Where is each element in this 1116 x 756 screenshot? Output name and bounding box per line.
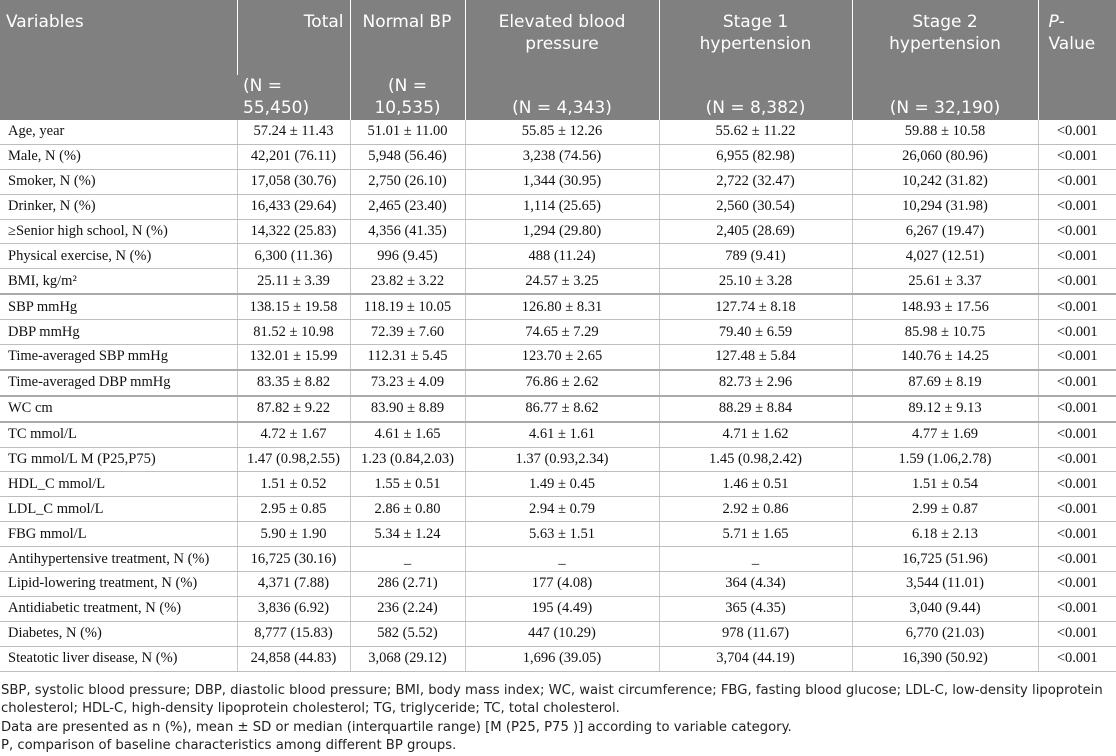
cell-elevated: 5.63 ± 1.51: [465, 522, 659, 547]
cell-stage1: 789 (9.41): [659, 244, 852, 269]
cell-label: BMI, kg/m²: [0, 269, 237, 294]
table-row: [0, 497, 1116, 522]
cell-stage2: 59.88 ± 10.58: [852, 120, 1038, 144]
table-row: [0, 447, 1116, 472]
cell-stage1: 88.29 ± 8.84: [659, 396, 852, 422]
cell-p: <0.001: [1038, 447, 1116, 472]
cell-normal: 112.31 ± 5.45: [350, 345, 465, 370]
cell-stage2: 16,725 (51.96): [852, 547, 1038, 572]
cell-stage2: 6,770 (21.03): [852, 621, 1038, 646]
header-variables: Variables: [0, 0, 237, 120]
cell-normal: 582 (5.52): [350, 621, 465, 646]
cell-normal: 4,356 (41.35): [350, 219, 465, 244]
cell-stage2: 1.51 ± 0.54: [852, 472, 1038, 497]
cell-normal: 5.34 ± 1.24: [350, 522, 465, 547]
cell-normal: 51.01 ± 11.00: [350, 120, 465, 144]
cell-stage2: 87.69 ± 8.19: [852, 370, 1038, 396]
cell-elevated: 4.61 ± 1.61: [465, 422, 659, 447]
cell-total: 8,777 (15.83): [237, 621, 350, 646]
cell-stage1: 127.48 ± 5.84: [659, 345, 852, 370]
cell-normal: 2,465 (23.40): [350, 194, 465, 219]
table-row: [0, 370, 1116, 396]
table-row: [0, 572, 1116, 597]
cell-label: Antihypertensive treatment, N (%): [0, 547, 237, 572]
table-row: [0, 345, 1116, 370]
cell-stage2: 2.99 ± 0.87: [852, 497, 1038, 522]
p-italic: P: [1048, 12, 1059, 32]
table-row: [0, 144, 1116, 169]
cell-stage2: 6.18 ± 2.13: [852, 522, 1038, 547]
cell-label: FBG mmol/L: [0, 522, 237, 547]
cell-label: Male, N (%): [0, 144, 237, 169]
header-p-value: P-Value: [1038, 0, 1116, 120]
cell-p: <0.001: [1038, 269, 1116, 294]
header-n-elevated: (N = 4,343): [465, 75, 659, 120]
cell-normal: 4.61 ± 1.65: [350, 422, 465, 447]
header-n-stage2: (N = 32,190): [852, 75, 1038, 120]
table-row: [0, 422, 1116, 447]
cell-stage1: 1.45 (0.98,2.42): [659, 447, 852, 472]
cell-elevated: 123.70 ± 2.65: [465, 345, 659, 370]
cell-total: 24,858 (44.83): [237, 646, 350, 671]
cell-normal: 118.19 ± 10.05: [350, 294, 465, 319]
cell-label: LDL_C mmol/L: [0, 497, 237, 522]
cell-stage1: 4.71 ± 1.62: [659, 422, 852, 447]
footnote-abbreviations: SBP, systolic blood pressure; DBP, diastolic blood pressure; BMI, body mass index; WC, waist circumference; FBG, fasting blood glucose; LDL-C, low-density lipoprotein cholesterol; HDL-C, high-density lipoprotein cholesterol; TG, triglyceride; TC, total cholesterol.: [1, 682, 1103, 717]
header-stage2: Stage 2 hypertension: [852, 0, 1038, 75]
cell-normal: 2,750 (26.10): [350, 169, 465, 194]
cell-stage2: 4.77 ± 1.69: [852, 422, 1038, 447]
cell-normal: 5,948 (56.46): [350, 144, 465, 169]
table-row: [0, 621, 1116, 646]
cell-p: <0.001: [1038, 596, 1116, 621]
table-row: [0, 219, 1116, 244]
cell-stage1: 2,405 (28.69): [659, 219, 852, 244]
cell-label: Lipid-lowering treatment, N (%): [0, 572, 237, 597]
cell-p: <0.001: [1038, 244, 1116, 269]
cell-stage2: 4,027 (12.51): [852, 244, 1038, 269]
cell-p: <0.001: [1038, 522, 1116, 547]
cell-elevated: 55.85 ± 12.26: [465, 120, 659, 144]
cell-elevated: 126.80 ± 8.31: [465, 294, 659, 319]
table-row: [0, 269, 1116, 294]
cell-label: Diabetes, N (%): [0, 621, 237, 646]
cell-stage1: 55.62 ± 11.22: [659, 120, 852, 144]
cell-stage1: 978 (11.67): [659, 621, 852, 646]
cell-p: <0.001: [1038, 320, 1116, 345]
cell-label: ≥Senior high school, N (%): [0, 219, 237, 244]
cell-stage2: 148.93 ± 17.56: [852, 294, 1038, 319]
cell-p: <0.001: [1038, 194, 1116, 219]
cell-normal: 72.39 ± 7.60: [350, 320, 465, 345]
cell-stage1: 127.74 ± 8.18: [659, 294, 852, 319]
cell-stage1: 79.40 ± 6.59: [659, 320, 852, 345]
table-row: [0, 320, 1116, 345]
cell-stage2: 85.98 ± 10.75: [852, 320, 1038, 345]
cell-stage2: 3,040 (9.44): [852, 596, 1038, 621]
cell-stage1: _: [659, 547, 852, 572]
table-row: [0, 294, 1116, 319]
cell-p: <0.001: [1038, 120, 1116, 144]
cell-p: <0.001: [1038, 294, 1116, 319]
cell-total: 138.15 ± 19.58: [237, 294, 350, 319]
cell-normal: 73.23 ± 4.09: [350, 370, 465, 396]
header-total: Total: [237, 0, 350, 75]
cell-stage1: 2.92 ± 0.86: [659, 497, 852, 522]
cell-label: TC mmol/L: [0, 422, 237, 447]
cell-elevated: 86.77 ± 8.62: [465, 396, 659, 422]
cell-normal: 2.86 ± 0.80: [350, 497, 465, 522]
cell-normal: 83.90 ± 8.89: [350, 396, 465, 422]
cell-label: Steatotic liver disease, N (%): [0, 646, 237, 671]
cell-normal: 23.82 ± 3.22: [350, 269, 465, 294]
cell-p: <0.001: [1038, 422, 1116, 447]
header-n-normal: (N = 10,535): [350, 75, 465, 120]
header-normal-bp: Normal BP: [350, 0, 465, 75]
cell-total: 87.82 ± 9.22: [237, 396, 350, 422]
cell-total: 5.90 ± 1.90: [237, 522, 350, 547]
cell-total: 1.51 ± 0.52: [237, 472, 350, 497]
cell-label: Antidiabetic treatment, N (%): [0, 596, 237, 621]
cell-elevated: 1,344 (30.95): [465, 169, 659, 194]
cell-p: <0.001: [1038, 646, 1116, 671]
cell-elevated: 1,294 (29.80): [465, 219, 659, 244]
header-elevated: Elevated blood pressure: [465, 0, 659, 75]
cell-label: Age, year: [0, 120, 237, 144]
table-row: [0, 596, 1116, 621]
cell-normal: 1.23 (0.84,2.03): [350, 447, 465, 472]
cell-elevated: 74.65 ± 7.29: [465, 320, 659, 345]
cell-p: <0.001: [1038, 396, 1116, 422]
cell-elevated: 195 (4.49): [465, 596, 659, 621]
cell-normal: 286 (2.71): [350, 572, 465, 597]
cell-elevated: 488 (11.24): [465, 244, 659, 269]
cell-label: DBP mmHg: [0, 320, 237, 345]
cell-total: 81.52 ± 10.98: [237, 320, 350, 345]
cell-stage1: 3,704 (44.19): [659, 646, 852, 671]
cell-stage2: 6,267 (19.47): [852, 219, 1038, 244]
cell-elevated: 1.37 (0.93,2.34): [465, 447, 659, 472]
cell-normal: 996 (9.45): [350, 244, 465, 269]
cell-stage2: 140.76 ± 14.25: [852, 345, 1038, 370]
header-row: [0, 0, 1116, 75]
cell-label: Time-averaged SBP mmHg: [0, 345, 237, 370]
table-row: [0, 547, 1116, 572]
cell-stage1: 365 (4.35): [659, 596, 852, 621]
cell-label: SBP mmHg: [0, 294, 237, 319]
cell-p: <0.001: [1038, 219, 1116, 244]
table-row: [0, 244, 1116, 269]
cell-stage2: 89.12 ± 9.13: [852, 396, 1038, 422]
cell-stage2: 10,242 (31.82): [852, 169, 1038, 194]
cell-p: <0.001: [1038, 547, 1116, 572]
header-n-stage1: (N = 8,382): [659, 75, 852, 120]
cell-p: <0.001: [1038, 497, 1116, 522]
cell-total: 83.35 ± 8.82: [237, 370, 350, 396]
table-row: [0, 169, 1116, 194]
cell-p: <0.001: [1038, 144, 1116, 169]
cell-total: 16,433 (29.64): [237, 194, 350, 219]
table-row: [0, 396, 1116, 422]
cell-elevated: _: [465, 547, 659, 572]
cell-total: 17,058 (30.76): [237, 169, 350, 194]
cell-stage1: 82.73 ± 2.96: [659, 370, 852, 396]
cell-stage2: 25.61 ± 3.37: [852, 269, 1038, 294]
cell-p: <0.001: [1038, 169, 1116, 194]
cell-stage2: 16,390 (50.92): [852, 646, 1038, 671]
cell-stage1: 5.71 ± 1.65: [659, 522, 852, 547]
cell-total: 132.01 ± 15.99: [237, 345, 350, 370]
cell-p: <0.001: [1038, 472, 1116, 497]
cell-label: HDL_C mmol/L: [0, 472, 237, 497]
cell-label: Smoker, N (%): [0, 169, 237, 194]
cell-label: TG mmol/L M (P25,P75): [0, 447, 237, 472]
table-body: [0, 120, 1116, 671]
cell-label: WC cm: [0, 396, 237, 422]
header-stage1: Stage 1 hypertension: [659, 0, 852, 75]
cell-total: 2.95 ± 0.85: [237, 497, 350, 522]
cell-label: Physical exercise, N (%): [0, 244, 237, 269]
cell-elevated: 1.49 ± 0.45: [465, 472, 659, 497]
cell-total: 25.11 ± 3.39: [237, 269, 350, 294]
cell-total: 16,725 (30.16): [237, 547, 350, 572]
table-row: [0, 646, 1116, 671]
cell-total: 42,201 (76.11): [237, 144, 350, 169]
footnote-p-value: P, comparison of baseline characteristics among different BP groups.: [1, 738, 457, 754]
cell-p: <0.001: [1038, 572, 1116, 597]
table-row: [0, 194, 1116, 219]
cell-p: <0.001: [1038, 621, 1116, 646]
cell-elevated: 24.57 ± 3.25: [465, 269, 659, 294]
header-n-total: (N = 55,450): [237, 75, 350, 120]
cell-elevated: 1,696 (39.05): [465, 646, 659, 671]
cell-elevated: 447 (10.29): [465, 621, 659, 646]
cell-p: <0.001: [1038, 345, 1116, 370]
cell-normal: _: [350, 547, 465, 572]
cell-stage1: 25.10 ± 3.28: [659, 269, 852, 294]
cell-stage2: 10,294 (31.98): [852, 194, 1038, 219]
cell-total: 4,371 (7.88): [237, 572, 350, 597]
table-footnotes: [0, 682, 1116, 756]
cell-total: 6,300 (11.36): [237, 244, 350, 269]
cell-label: Time-averaged DBP mmHg: [0, 370, 237, 396]
cell-elevated: 2.94 ± 0.79: [465, 497, 659, 522]
table-row: [0, 472, 1116, 497]
cell-stage2: 26,060 (80.96): [852, 144, 1038, 169]
cell-stage2: 1.59 (1.06,2.78): [852, 447, 1038, 472]
cell-stage2: 3,544 (11.01): [852, 572, 1038, 597]
cell-label: Drinker, N (%): [0, 194, 237, 219]
cell-elevated: 3,238 (74.56): [465, 144, 659, 169]
cell-elevated: 1,114 (25.65): [465, 194, 659, 219]
table-row: [0, 120, 1116, 144]
cell-normal: 3,068 (29.12): [350, 646, 465, 671]
cell-elevated: 177 (4.08): [465, 572, 659, 597]
cell-total: 14,322 (25.83): [237, 219, 350, 244]
cell-stage1: 6,955 (82.98): [659, 144, 852, 169]
cell-elevated: 76.86 ± 2.62: [465, 370, 659, 396]
table-row: [0, 522, 1116, 547]
cell-total: 4.72 ± 1.67: [237, 422, 350, 447]
footnote-data-presentation: Data are presented as n (%), mean ± SD or median (interquartile range) [M (P25, P75 )] according to variable category.: [1, 719, 792, 735]
cell-normal: 1.55 ± 0.51: [350, 472, 465, 497]
cell-stage1: 1.46 ± 0.51: [659, 472, 852, 497]
cell-total: 1.47 (0.98,2.55): [237, 447, 350, 472]
cell-stage1: 2,722 (32.47): [659, 169, 852, 194]
cell-total: 57.24 ± 11.43: [237, 120, 350, 144]
cell-p: <0.001: [1038, 370, 1116, 396]
cell-total: 3,836 (6.92): [237, 596, 350, 621]
cell-stage1: 364 (4.34): [659, 572, 852, 597]
cell-stage1: 2,560 (30.54): [659, 194, 852, 219]
cell-normal: 236 (2.24): [350, 596, 465, 621]
